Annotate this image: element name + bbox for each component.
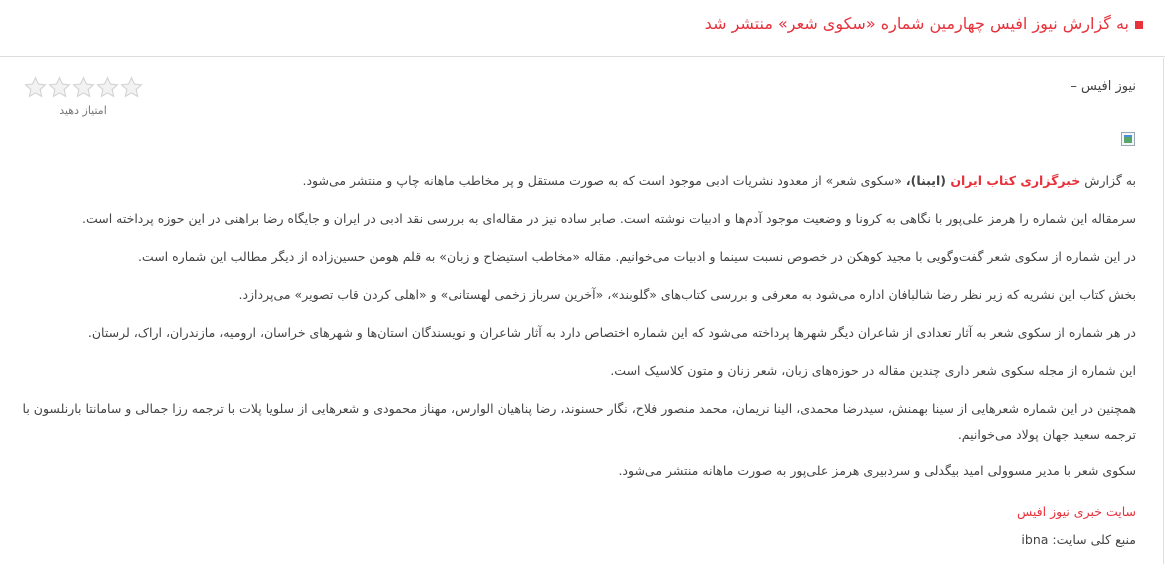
paragraph-interview: در این شماره از سکوی شعر گفت‌وگویی با مجید کوهکن در خصوص نسبت سینما و ادبیات می‌خوانیم. مقاله «مخاطب استیضاح و زبان» به قلم هومن حسین‌زاده از دیگر مطالب این شماره است.	[137, 249, 1136, 264]
article-body	[21, 168, 1136, 496]
site-link[interactable]: سایت خبری نیوز افیس	[1016, 504, 1136, 519]
star-icon[interactable]	[48, 76, 71, 99]
star-icon[interactable]	[96, 76, 119, 99]
content-border	[1163, 58, 1164, 564]
paragraph-publisher: سکوی شعر با مدیر مسوولی امید بیگدلی و سردبیری هرمز علی‌پور به صورت ماهانه منتشر می‌شود.	[618, 463, 1136, 478]
rating-stars	[22, 76, 144, 99]
agency-link[interactable]: خبرگزاری کتاب ایران	[950, 173, 1081, 188]
title-bullet-icon	[1135, 21, 1143, 29]
article-title: به گزارش نیوز افیس چهارمین شماره «سکوی شعر» منتشر شد	[704, 14, 1129, 33]
rating-widget	[22, 76, 144, 117]
agency-abbr: (ایبنا)،	[905, 173, 951, 188]
intro-prefix: به گزارش	[1080, 173, 1136, 188]
star-icon[interactable]	[72, 76, 95, 99]
paragraph-articles: این شماره از مجله سکوی شعر داری چندین مقاله در حوزه‌های زبان، شعر زنان و متون کلاسیک است.	[610, 363, 1136, 378]
paragraph-regions: در هر شماره از سکوی شعر به آثار تعدادی از شاعران دیگر شهرها پرداخته می‌شود که این شماره اختصاص دارد به آثار شاعران و نویسندگان استان‌ها و شهرهای خراسان، ارومیه، مازندران، اراک، لرستان.	[87, 325, 1136, 340]
star-icon[interactable]	[120, 76, 143, 99]
broken-image-icon	[1121, 132, 1135, 146]
source-label: منبع کلی سایت:	[1052, 532, 1136, 547]
rating-label: امتیاز دهید	[59, 104, 107, 117]
source-line	[1021, 532, 1136, 547]
paragraph-intro	[21, 168, 1136, 194]
source-value: ibna	[1021, 532, 1049, 547]
article-title-bar	[0, 0, 1165, 57]
paragraph-books: بخش کتاب این نشریه که زیر نظر رضا شالبافان اداره می‌شود به معرفی و بررسی کتاب‌های «گلوبند»، «آخرین سرباز زخمی لهستانی» و «اهلی کردن قاب تصویر» می‌پردازد.	[238, 287, 1136, 302]
paragraph-poems: همچنین در این شماره شعرهایی از سینا بهمنش، سیدرضا محمدی، الینا نریمان، محمد منصور فلاح، نگار حسنوند، رضا پناهیان الوارس، مهناز محمودی و شعرهایی از سلویا پلات با ترجمه رزا جمالی و سامانتا بارنلسون با ترجمه سعید جهان پولاد می‌خوانیم.	[22, 401, 1136, 442]
intro-rest: «سکوی شعر» از معدود نشریات ادبی موجود است که به صورت مستقل و پر مخاطب ماهانه چاپ و منتشر می‌شود.	[302, 173, 906, 188]
byline: نیوز افیس –	[1070, 79, 1136, 94]
paragraph-editorial: سرمقاله این شماره را هرمز علی‌پور با نگاهی به کرونا و وضعیت موجود آدم‌ها و ادبیات نوشته است. صابر ساده نیز در مقاله‌ای به بررسی نقد ادبی در ایران و جایگاه رضا براهنی در این حوزه پرداخته است.	[81, 211, 1136, 226]
star-icon[interactable]	[24, 76, 47, 99]
